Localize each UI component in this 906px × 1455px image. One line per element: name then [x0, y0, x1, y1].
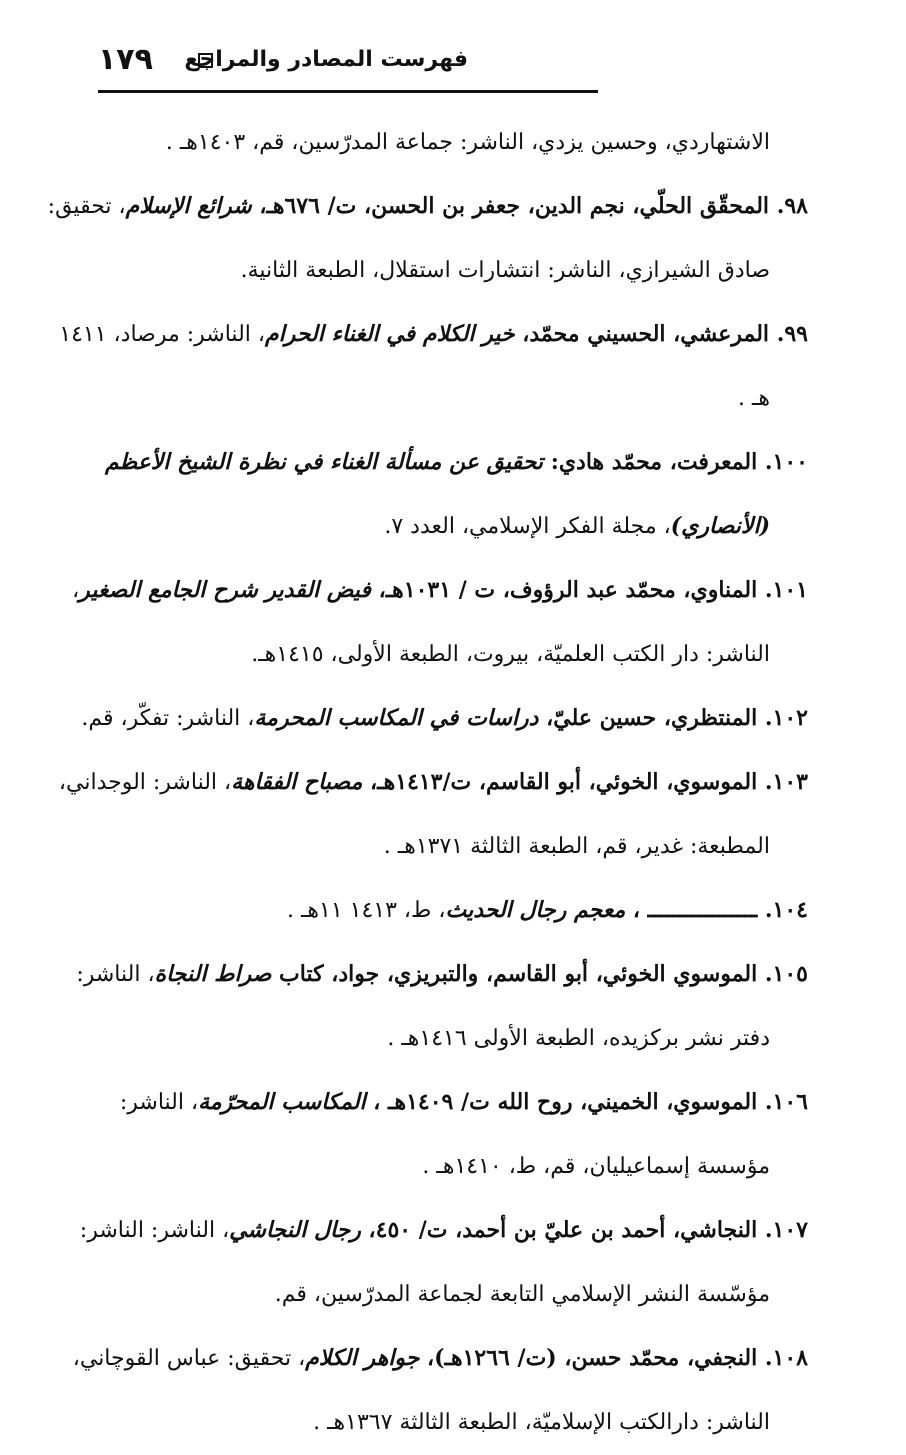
text-line: مؤسّسة النشر الإسلامي التابعة لجماعة المدرّسين، قم. — [274, 1282, 770, 1307]
bibliography-entry-98: ٩٨. المحقّق الحلّي، نجم الدين، جعفر بن الحسن، ت/ ٦٧٦هـ، شرائع الإسلام، تحقيق: — [47, 193, 808, 219]
bibliography-list — [47, 110, 808, 1454]
page-header — [98, 38, 598, 88]
text-line: صادق الشيرازي، الناشر: انتشارات استقلال، الطبعة الثانية. — [240, 258, 770, 283]
text-line: (الأنصاري)، مجلة الفكر الإسلامي، العدد ٧. — [384, 513, 770, 539]
text-line: دفتر نشر بركزيده، الطبعة الأولى ١٤١٦هـ . — [387, 1026, 770, 1051]
bibliography-entry-102: ١٠٢. المنتظري، حسين عليّ، دراسات في المكاسب المحرمة، الناشر: تفكّر، قم. — [81, 705, 808, 731]
text-line: الاشتهاردي، وحسين يزدي، الناشر: جماعة المدرّسين، قم، ١٤٠٣هـ . — [165, 130, 770, 155]
text-line: الناشر: دار الكتب العلميّة، بيروت، الطبعة الأولى، ١٤١٥هـ. — [251, 642, 770, 667]
text-line: الناشر: دارالكتب الإسلاميّة، الطبعة الثالثة ١٣٦٧هـ . — [313, 1410, 770, 1435]
bibliography-entry-105: ١٠٥. الموسوي الخوئي، أبو القاسم، والتبريزي، جواد، كتاب صراط النجاة، الناشر: — [76, 961, 808, 987]
bibliography-entry-107: ١٠٧. النجاشي، أحمد بن عليّ بن أحمد، ت/ ٤٥٠، رجال النجاشي، الناشر: الناشر: — [79, 1217, 808, 1243]
bibliography-entry-99: ٩٩. المرعشي، الحسيني محمّد، خير الكلام في الغناء الحرام، الناشر: مرصاد، ١٤١١ — [59, 321, 808, 347]
text-line: المطبعة: غدير، قم، الطبعة الثالثة ١٣٧١هـ . — [383, 834, 770, 859]
header-rule — [98, 90, 598, 93]
bibliography-entry-106: ١٠٦. الموسوي، الخميني، روح الله ت/ ١٤٠٩هـ ، المكاسب المحرّمة، الناشر: — [119, 1089, 808, 1115]
page-number: ١٧٩ — [98, 42, 153, 77]
text-line: هـ . — [737, 386, 770, 411]
bibliography-entry-108: ١٠٨. النجفي، محمّد حسن، (ت/ ١٢٦٦هـ)، جواهر الكلام، تحقيق: عباس القوچاني، — [72, 1345, 808, 1371]
bibliography-entry-101: ١٠١. المناوي، محمّد عبد الرؤوف، ت / ١٠٣١هـ، فيض القدير شرح الجامع الصغير، — [72, 577, 808, 603]
text-line: مؤسسة إسماعيليان، قم، ط، ١٤١٠هـ . — [422, 1154, 770, 1179]
bibliography-entry-100: ١٠٠. المعرفت، محمّد هادي: تحقيق عن مسألة الغناء في نظرة الشيخ الأعظم — [104, 449, 808, 475]
bibliography-entry-104: ١٠٤. ـــــــــــــــــ ، معجم رجال الحديث، ط، ١٤١٣ ١١هـ . — [286, 897, 808, 923]
bibliography-entry-103: ١٠٣. الموسوي، الخوئي، أبو القاسم، ت/١٤١٣هـ، مصباح الفقاهة، الناشر: الوجداني، — [58, 769, 808, 795]
running-title: فهرست المصادر والمراجع — [184, 47, 468, 72]
